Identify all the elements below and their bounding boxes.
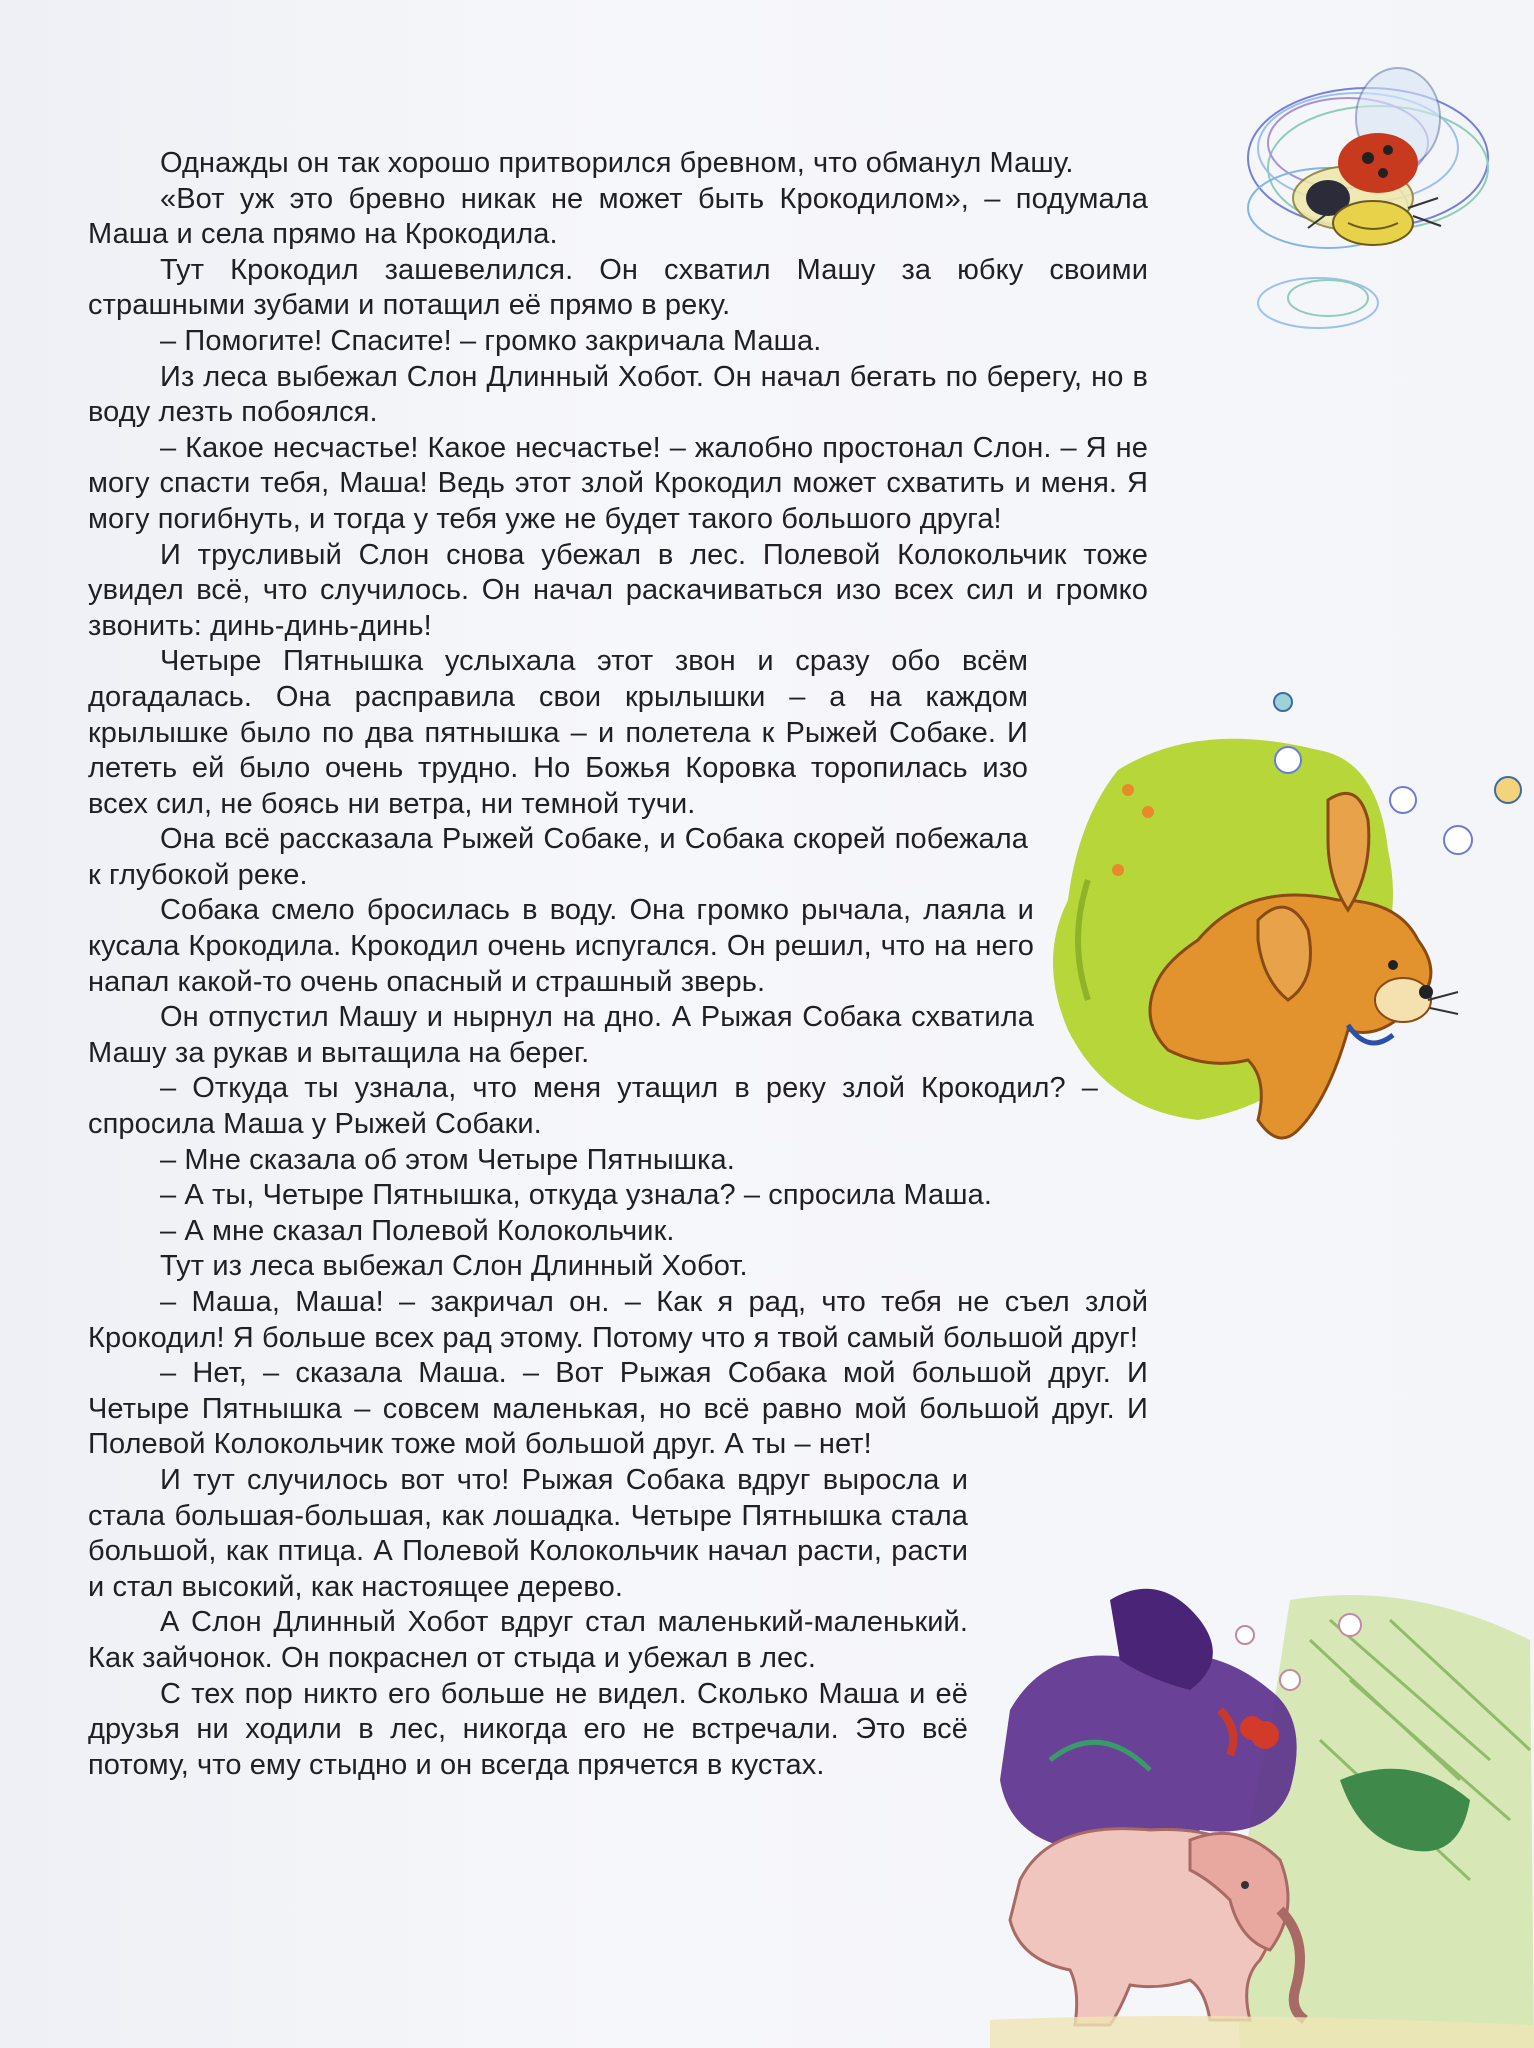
- paragraph: – Откуда ты узнала, что меня утащил в реку злой Крокодил? – спросила Маша у Рыжей Собаки.: [88, 1072, 1098, 1141]
- paragraph: Четыре Пятнышка услыхала этот звон и сразу обо всём догадалась. Она расправила свои крылышки – а на каждом крылышке было по два пятнышка – и полетела к Рыжей Собаке. И лететь ей было очень трудно. Но Божья Коровка торопилась изо всех сил, не боясь ни ветра, ни темной тучи.: [88, 645, 1028, 820]
- paragraph: Из леса выбежал Слон Длинный Хобот. Он начал бегать по берегу, но в воду лезть побоялся.: [88, 360, 1148, 429]
- paragraph: С тех пор никто его больше не видел. Сколько Маша и её друзья ни ходили в лес, никогда его не встречали. Это всё потому, что ему стыдно и он всегда прячется в кустах.: [88, 1677, 968, 1781]
- paragraph: И тут случилось вот что! Рыжая Собака вдруг выросла и стала большая-большая, как лошадка. Четыре Пятнышка стала большой, как птица. А Полевой Колокольчик начал расти, расти и стал высокий, как настоящее дерево.: [88, 1463, 968, 1603]
- paragraph: Однажды он так хорошо притворился бревном, что обманул Машу.: [160, 147, 1074, 179]
- dog-illustration: [1048, 680, 1534, 1180]
- paragraph: – Какое несчастье! Какое несчастье! – жалобно простонал Слон. – Я не могу спасти тебя, Маша! Ведь этот злой Крокодил может схватить и меня. Я могу погибнуть, и тогда у тебя уже не будет такого большого друга!: [88, 431, 1148, 535]
- paragraph: – А мне сказал Полевой Колокольчик.: [160, 1214, 675, 1247]
- paragraph: Он отпустил Машу и нырнул на дно. А Рыжая Собака схватила Машу за рукав и вытащила на берег.: [88, 1001, 1034, 1069]
- paragraph: – Нет, – сказала Маша. – Вот Рыжая Собака мой большой друг. И Четыре Пятнышка – совсем маленькая, но всё равно мой большой друг. И Полевой Колокольчик тоже мой большой друг. А ты – нет!: [88, 1357, 1148, 1461]
- story-text: [88, 146, 1148, 1783]
- paragraph: Тут из леса выбежал Слон Длинный Хобот.: [160, 1250, 748, 1283]
- paragraph: Она всё рассказала Рыжей Собаке, и Собака скорей побежала к глубокой реке.: [88, 823, 1028, 891]
- paragraph: Собака смело бросилась в воду. Она громко рычала, лаяла и кусала Крокодила. Крокодил очень испугался. Он решил, что на него напал какой-то очень опасный и страшный зверь.: [88, 894, 1034, 998]
- paragraph: И трусливый Слон снова убежал в лес. Полевой Колокольчик тоже увидел всё, что случилось. Он начал раскачиваться изо всех сил и громко звонить: динь-динь-динь!: [88, 538, 1148, 642]
- paragraph: – Маша, Маша! – закричал он. – Как я рад, что тебя не съел злой Крокодил! Я больше всех рад этому. Потому что я твой самый большой друг!: [88, 1286, 1148, 1354]
- paragraph: «Вот уж это бревно никак не может быть Крокодилом», – подумала Маша и села прямо на Крокодила.: [88, 182, 1148, 251]
- paragraph: Тут Крокодил зашевелился. Он схватил Машу за юбку своими страшными зубами и потащил её прямо в реку.: [88, 253, 1148, 322]
- paragraph: – Помогите! Спасите! – громко закричала Маша.: [160, 324, 822, 357]
- paragraph: – Мне сказала об этом Четыре Пятнышка.: [160, 1143, 735, 1176]
- paragraph: – А ты, Четыре Пятнышка, откуда узнала? – спросила Маша.: [160, 1179, 993, 1212]
- elephant-illustration: [990, 1580, 1534, 2048]
- paragraph: А Слон Длинный Хобот вдруг стал маленький-маленький. Как зайчонок. Он покраснел от стыда и убежал в лес.: [88, 1606, 968, 1674]
- ladybug-illustration: [1218, 48, 1518, 348]
